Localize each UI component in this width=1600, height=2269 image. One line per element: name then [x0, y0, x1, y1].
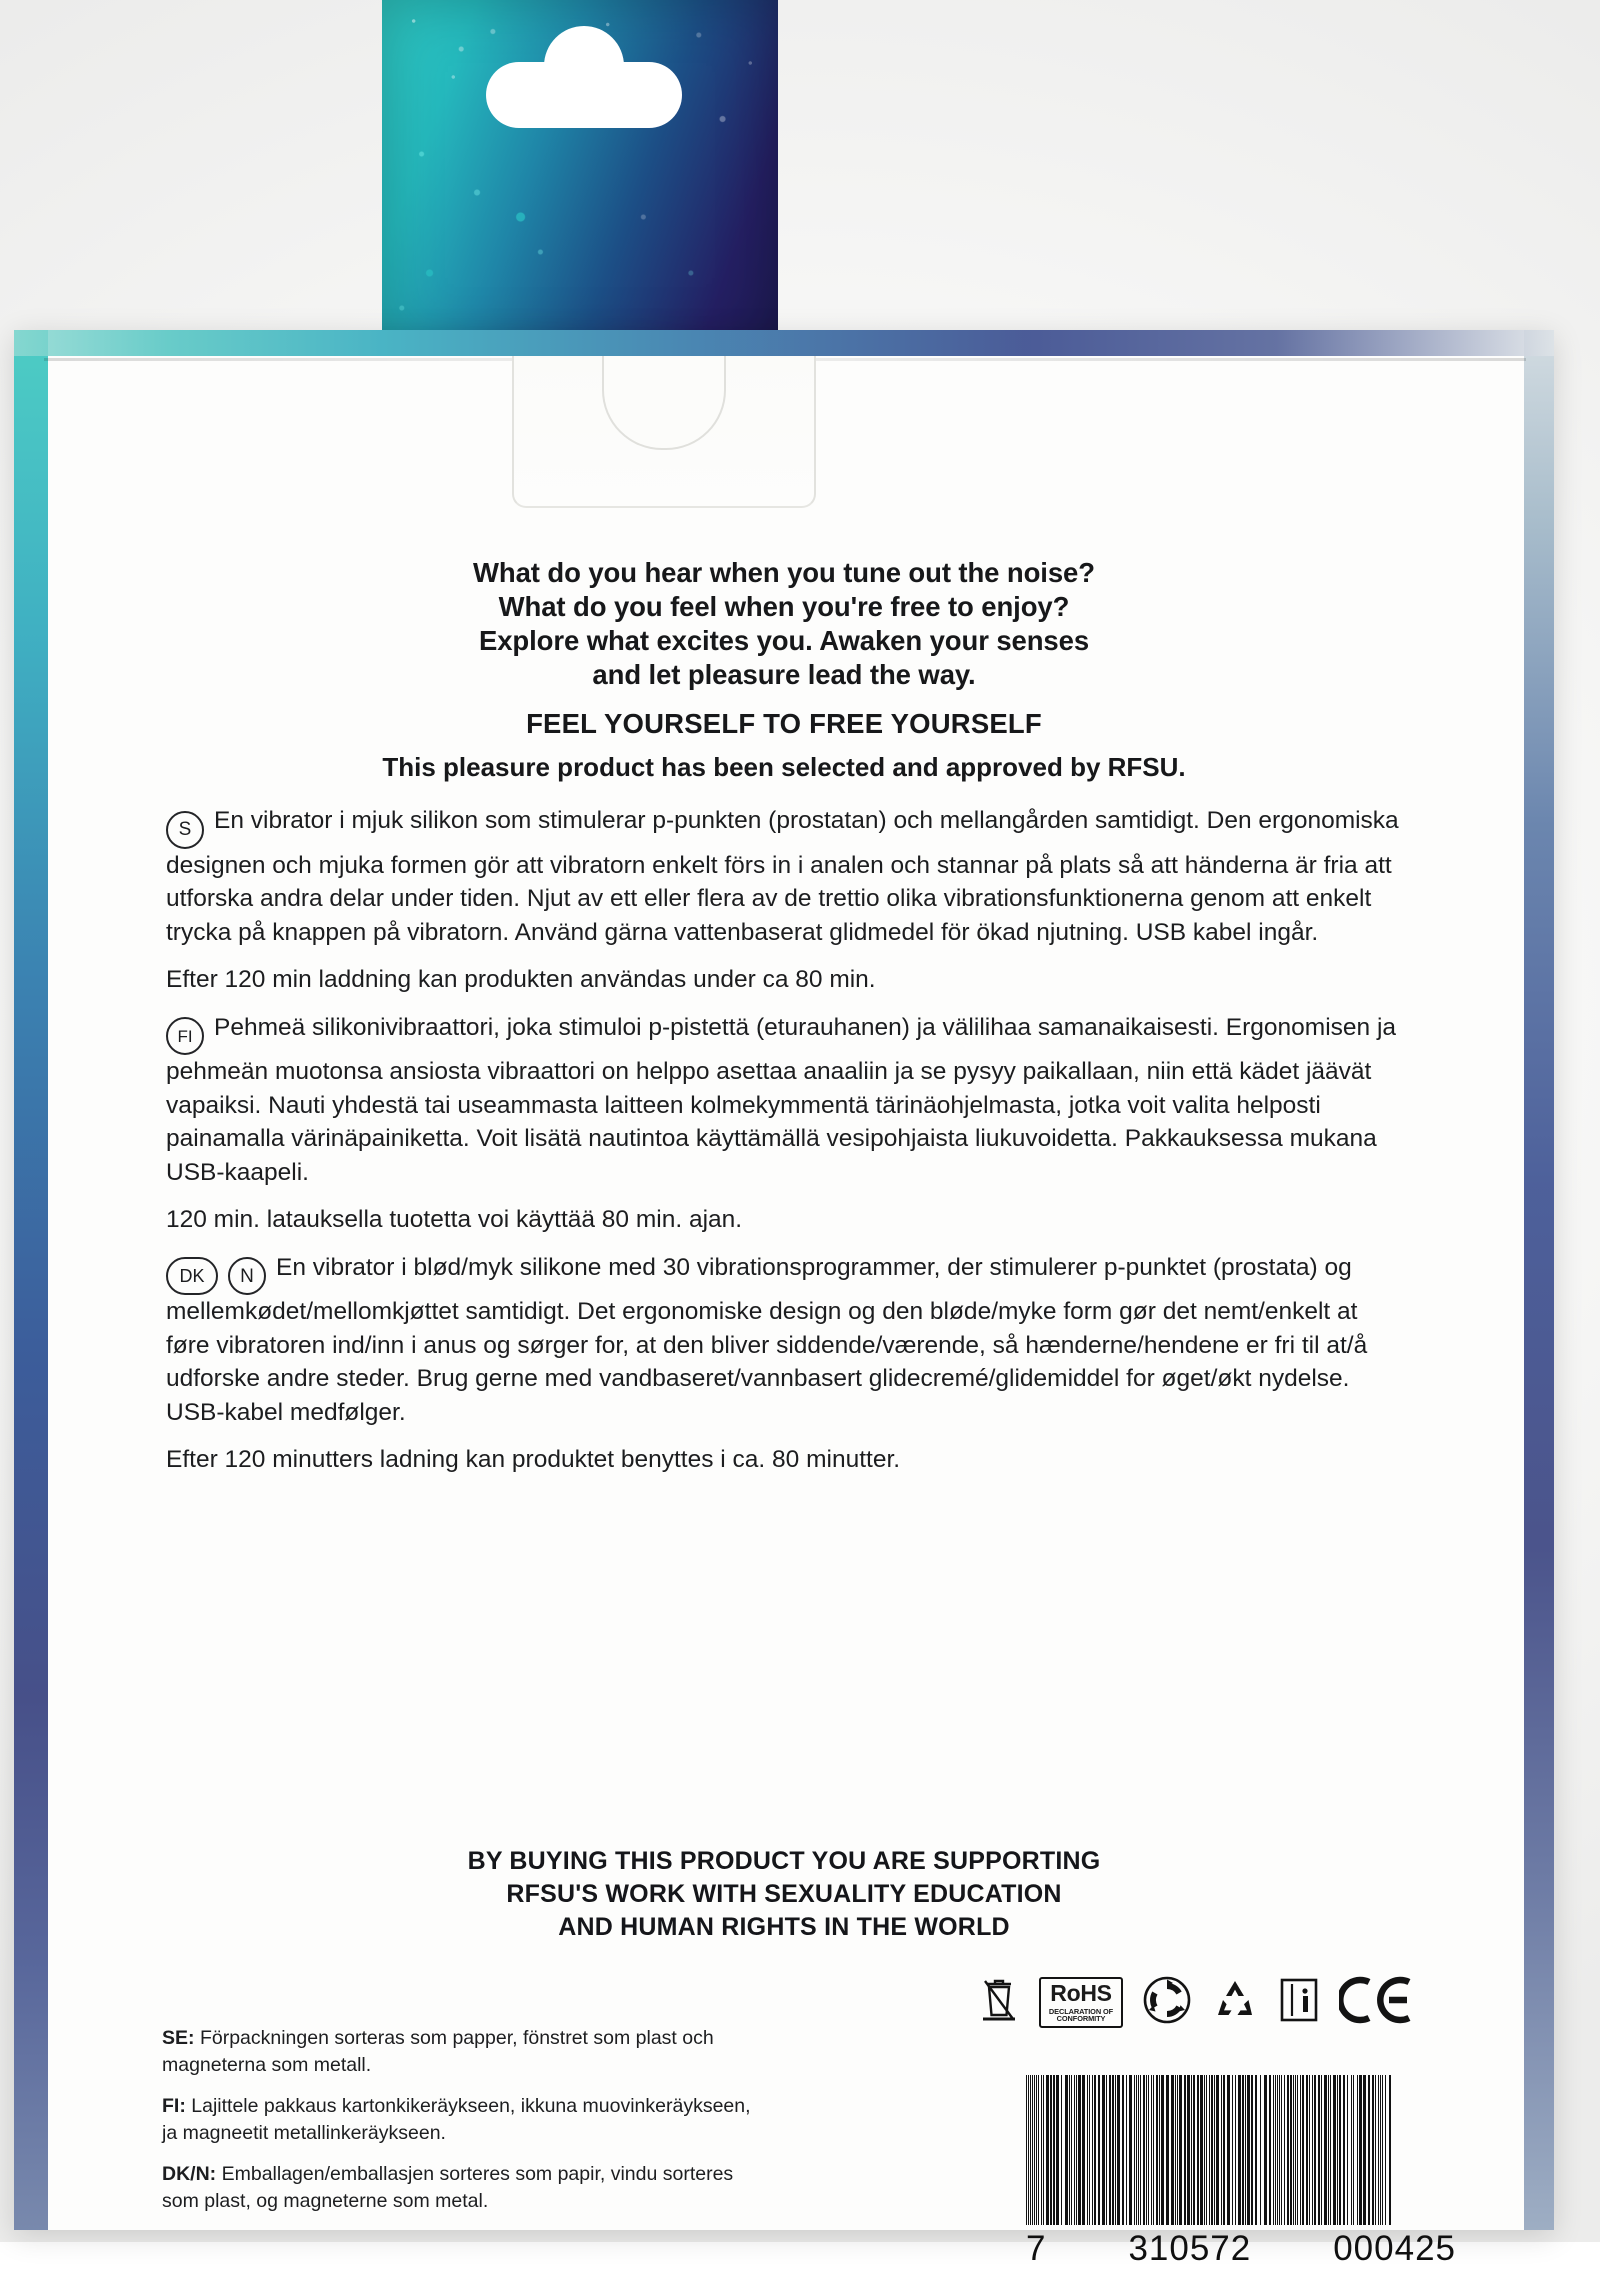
language-chip-fi: FI [166, 1017, 204, 1055]
recycling-text-fi: Lajittele pakkaus kartonkikeräykseen, ikkuna muovinkeräykseen, ja magneetit metallinkeräykseen. [162, 2095, 751, 2144]
mobius-loop-recycling-icon [1211, 1977, 1259, 2028]
multilingual-description-block [166, 804, 1404, 1477]
recycling-instructions [162, 2025, 762, 2229]
support-line-2: RFSU'S WORK WITH SEXUALITY EDUCATION [506, 1880, 1062, 1908]
support-line-1: BY BUYING THIS PRODUCT YOU ARE SUPPORTING [467, 1847, 1101, 1875]
support-statement [14, 1845, 1554, 1944]
ean13-barcode [1026, 2075, 1456, 2225]
ce-mark-icon [1339, 1976, 1417, 2029]
language-chip-dk: DK [166, 1257, 218, 1295]
rohs-label: RoHS [1050, 1979, 1112, 2006]
barcode-digit-group-1: 310572 [1128, 2229, 1252, 2268]
recycling-text-dkn: Emballagen/emballasjen sorteres som papir, vindu sorteres som plast, og magneterne som metal. [162, 2163, 734, 2212]
read-instructions-booklet-icon [1279, 1976, 1319, 2029]
headline-line-4: and let pleasure lead the way. [592, 659, 976, 690]
package-back-panel [14, 330, 1554, 2268]
headline-block [14, 556, 1554, 784]
recycling-note-fi [162, 2093, 762, 2147]
charge-note-fi: 120 min. latauksella tuotetta voi käyttää 80 min. ajan. [166, 1206, 743, 1233]
recycling-note-dkn [162, 2161, 762, 2215]
description-se [166, 804, 1404, 949]
recycling-label-fi: FI: [162, 2095, 186, 2117]
support-line-3: AND HUMAN RIGHTS IN THE WORLD [558, 1913, 1010, 1941]
rohs-sub-1: DECLARATION OF [1048, 2006, 1114, 2016]
weee-crossed-out-bin-icon [979, 1975, 1019, 2030]
recycling-text-se: Förpackningen sorteras som papper, fönstret som plast och magneterna som metall. [162, 2027, 714, 2076]
description-dkn-text: En vibrator i blød/myk silikone med 30 vibrationsprogrammer, der stimulerer p-punktet (prostata) og mellemkødet/mellomkjøttet samtidigt. Det ergonomiske design og den bløde/myke form gør det nemt/enkelt at føre vibratoren ind/inn i anus og sørger for, at den bliver siddende/værende, så hænderne/hendene er fri til at/å udforske andre steder. Brug gerne med vandbaseret/vannbasert glidecremé/glidemiddel for øget/økt nydelse. USB-kabel medfølger. [166, 1253, 1368, 1426]
charge-note-se: Efter 120 min laddning kan produkten användas under ca 80 min. [166, 966, 876, 993]
approval-statement: This pleasure product has been selected and approved by RFSU. [382, 752, 1186, 782]
rohs-compliance-icon [1039, 1977, 1123, 2029]
language-chip-se: S [166, 811, 204, 849]
charge-note-dkn: Efter 120 minutters ladning kan produktet benyttes i ca. 80 minutter. [166, 1446, 901, 1473]
barcode-digit-first: 7 [1026, 2229, 1047, 2268]
headline-line-2: What do you feel when you're free to enjoy? [498, 591, 1070, 622]
barcode-digit-group-2: 000425 [1333, 2229, 1456, 2268]
hang-hole [486, 62, 682, 128]
euro-hang-tab [382, 0, 778, 350]
rohs-sub-2: CONFORMITY [1056, 2014, 1106, 2023]
recycling-note-se [162, 2025, 762, 2079]
description-fi-text: Pehmeä silikonivibraattori, joka stimuloi p-pistettä (eturauhanen) ja välilihaa samanaikaisesti. Ergonomisen ja pehmeän muotonsa ansiosta vibraattori on helppo asettaa anaaliin ja se pysyy paikallaan, niin että kädet jäävät vapaiksi. Nauti yhdestä tai useammasta laitteen kolmekymmentä tärinäohjelmasta, jotka voit valita helposti painamalla värinäpainiketta. Voit lisätä nautintoa käyttämällä vesipohjaista liukuvoidetta. Pakkauksessa mukana USB-kaapeli. [166, 1013, 1397, 1186]
top-printed-edge [14, 330, 1554, 356]
language-chip-n: N [228, 1257, 266, 1295]
description-dkn [166, 1251, 1404, 1430]
headline-line-3: Explore what excites you. Awaken your senses [478, 625, 1090, 656]
barcode-block [1026, 2075, 1456, 2269]
barcode-digits [1026, 2229, 1456, 2269]
recycling-label-dkn: DK/N: [162, 2163, 217, 2185]
description-se-text: En vibrator i mjuk silikon som stimulerar p-punkten (prostatan) och mellangården samtidigt. Den ergonomiska designen och mjuka formen gör att vibratorn enkelt förs in i analen och stannar på plats så att händerna är fria att utforska andra delar under tiden. Njut av ett eller flera av de trettio olika vibrationsfunktionerna genom att enkelt trycka på knappen på vibratorn. Använd gärna vattenbaserat glidmedel för ökad njutning. USB kabel ingår. [166, 807, 1399, 946]
green-dot-recycling-icon [1143, 1976, 1191, 2029]
recycling-label-se: SE: [162, 2027, 195, 2049]
compliance-symbol-row [979, 1975, 1417, 2030]
tagline: FEEL YOURSELF TO FREE YOURSELF [526, 708, 1042, 739]
description-fi [166, 1011, 1404, 1190]
headline-line-1: What do you hear when you tune out the noise? [473, 557, 1095, 588]
